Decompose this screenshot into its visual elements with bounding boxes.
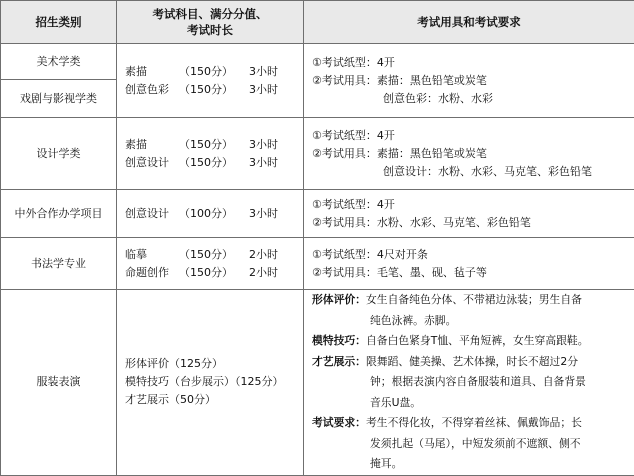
subject-line: 命题创作 （150分） 2小时 bbox=[125, 264, 303, 282]
table-row-design bbox=[1, 118, 634, 190]
subjects-fashion bbox=[117, 290, 304, 476]
req-exam-text-cont: 掩耳。 bbox=[312, 454, 634, 475]
header-subject bbox=[117, 1, 304, 44]
requirements-calligraphy bbox=[304, 238, 634, 290]
table-row-joint bbox=[1, 190, 634, 238]
category-design: 设计学类 bbox=[1, 118, 117, 190]
requirements-fashion bbox=[304, 290, 634, 476]
req-body-label: 形体评价： bbox=[312, 290, 366, 311]
req-model-text: 自备白色紧身T恤、平角短裤，女生穿高跟鞋。 bbox=[366, 331, 589, 352]
subject-line: 创意色彩 （150分） 3小时 bbox=[125, 81, 303, 99]
req-line: ①考试纸型：4尺对开条 bbox=[312, 246, 634, 264]
req-model-line bbox=[312, 331, 634, 352]
subject-line: 形体评价（125分） bbox=[125, 355, 303, 373]
subjects-joint bbox=[117, 190, 304, 238]
table-header-row bbox=[1, 1, 634, 44]
req-line: ②考试用具：水粉、水彩、马克笔、彩色铅笔 bbox=[312, 214, 634, 232]
header-subject-line1: 考试科目、满分分值、 bbox=[117, 6, 303, 22]
requirements-design bbox=[304, 118, 634, 190]
category-fashion-show: 服装表演 bbox=[1, 290, 117, 476]
req-model-label: 模特技巧： bbox=[312, 331, 366, 352]
table-row-fine-arts-a bbox=[1, 44, 634, 80]
req-line: 创意色彩：水粉、水彩 bbox=[312, 90, 634, 108]
subjects-design bbox=[117, 118, 304, 190]
req-line: ①考试纸型：4开 bbox=[312, 196, 634, 214]
requirements-joint bbox=[304, 190, 634, 238]
subject-line: 创意设计 （150分） 3小时 bbox=[125, 154, 303, 172]
req-talent-text-cont: 音乐U盘。 bbox=[312, 393, 634, 414]
req-line: ②考试用具：毛笔、墨、砚、毡子等 bbox=[312, 264, 634, 282]
header-category: 招生类别 bbox=[1, 1, 117, 44]
req-exam-text: 考生不得化妆，不得穿着丝袜、佩戴饰品；长 bbox=[366, 413, 582, 434]
subject-line: 模特技巧（台步展示）（125分） bbox=[125, 373, 303, 391]
subject-line: 才艺展示（50分） bbox=[125, 391, 303, 409]
req-body-text: 女生自备纯色分体、不带裙边泳装；男生自备 bbox=[366, 290, 582, 311]
subjects-calligraphy bbox=[117, 238, 304, 290]
category-calligraphy: 书法学专业 bbox=[1, 238, 117, 290]
header-subject-line2: 考试时长 bbox=[117, 22, 303, 38]
req-talent-text: 限舞蹈、健美操、艺术体操，时长不超过2分 bbox=[366, 352, 578, 373]
req-talent-text-cont: 钟；根据表演内容自备服装和道具、自备背景 bbox=[312, 372, 634, 393]
category-joint-program: 中外合作办学项目 bbox=[1, 190, 117, 238]
subject-line: 临摹 （150分） 2小时 bbox=[125, 246, 303, 264]
category-drama-film: 戏剧与影视学类 bbox=[1, 80, 117, 118]
req-line: 创意设计：水粉、水彩、马克笔、彩色铅笔 bbox=[312, 163, 634, 181]
req-body-line bbox=[312, 290, 634, 311]
category-fine-arts: 美术学类 bbox=[1, 44, 117, 80]
header-requirements: 考试用具和考试要求 bbox=[304, 1, 634, 44]
subject-line: 创意设计 （100分） 3小时 bbox=[125, 205, 303, 223]
req-line: ②考试用具：素描：黑色铅笔或炭笔 bbox=[312, 72, 634, 90]
req-line: ①考试纸型：4开 bbox=[312, 54, 634, 72]
subject-line: 素描 （150分） 3小时 bbox=[125, 63, 303, 81]
table-row-calligraphy bbox=[1, 238, 634, 290]
req-line: ①考试纸型：4开 bbox=[312, 127, 634, 145]
req-exam-line bbox=[312, 413, 634, 434]
req-talent-line bbox=[312, 352, 634, 373]
req-exam-text-cont: 发须扎起（马尾），中短发须前不遮额、侧不 bbox=[312, 434, 634, 455]
req-talent-label: 才艺展示： bbox=[312, 352, 366, 373]
req-line: ②考试用具：素描：黑色铅笔或炭笔 bbox=[312, 145, 634, 163]
req-body-text-cont: 纯色泳裤。赤脚。 bbox=[312, 311, 634, 332]
subjects-fine-arts bbox=[117, 44, 304, 118]
subject-line: 素描 （150分） 3小时 bbox=[125, 136, 303, 154]
table-row-fashion bbox=[1, 290, 634, 476]
req-exam-label: 考试要求： bbox=[312, 413, 366, 434]
requirements-fine-arts bbox=[304, 44, 634, 118]
